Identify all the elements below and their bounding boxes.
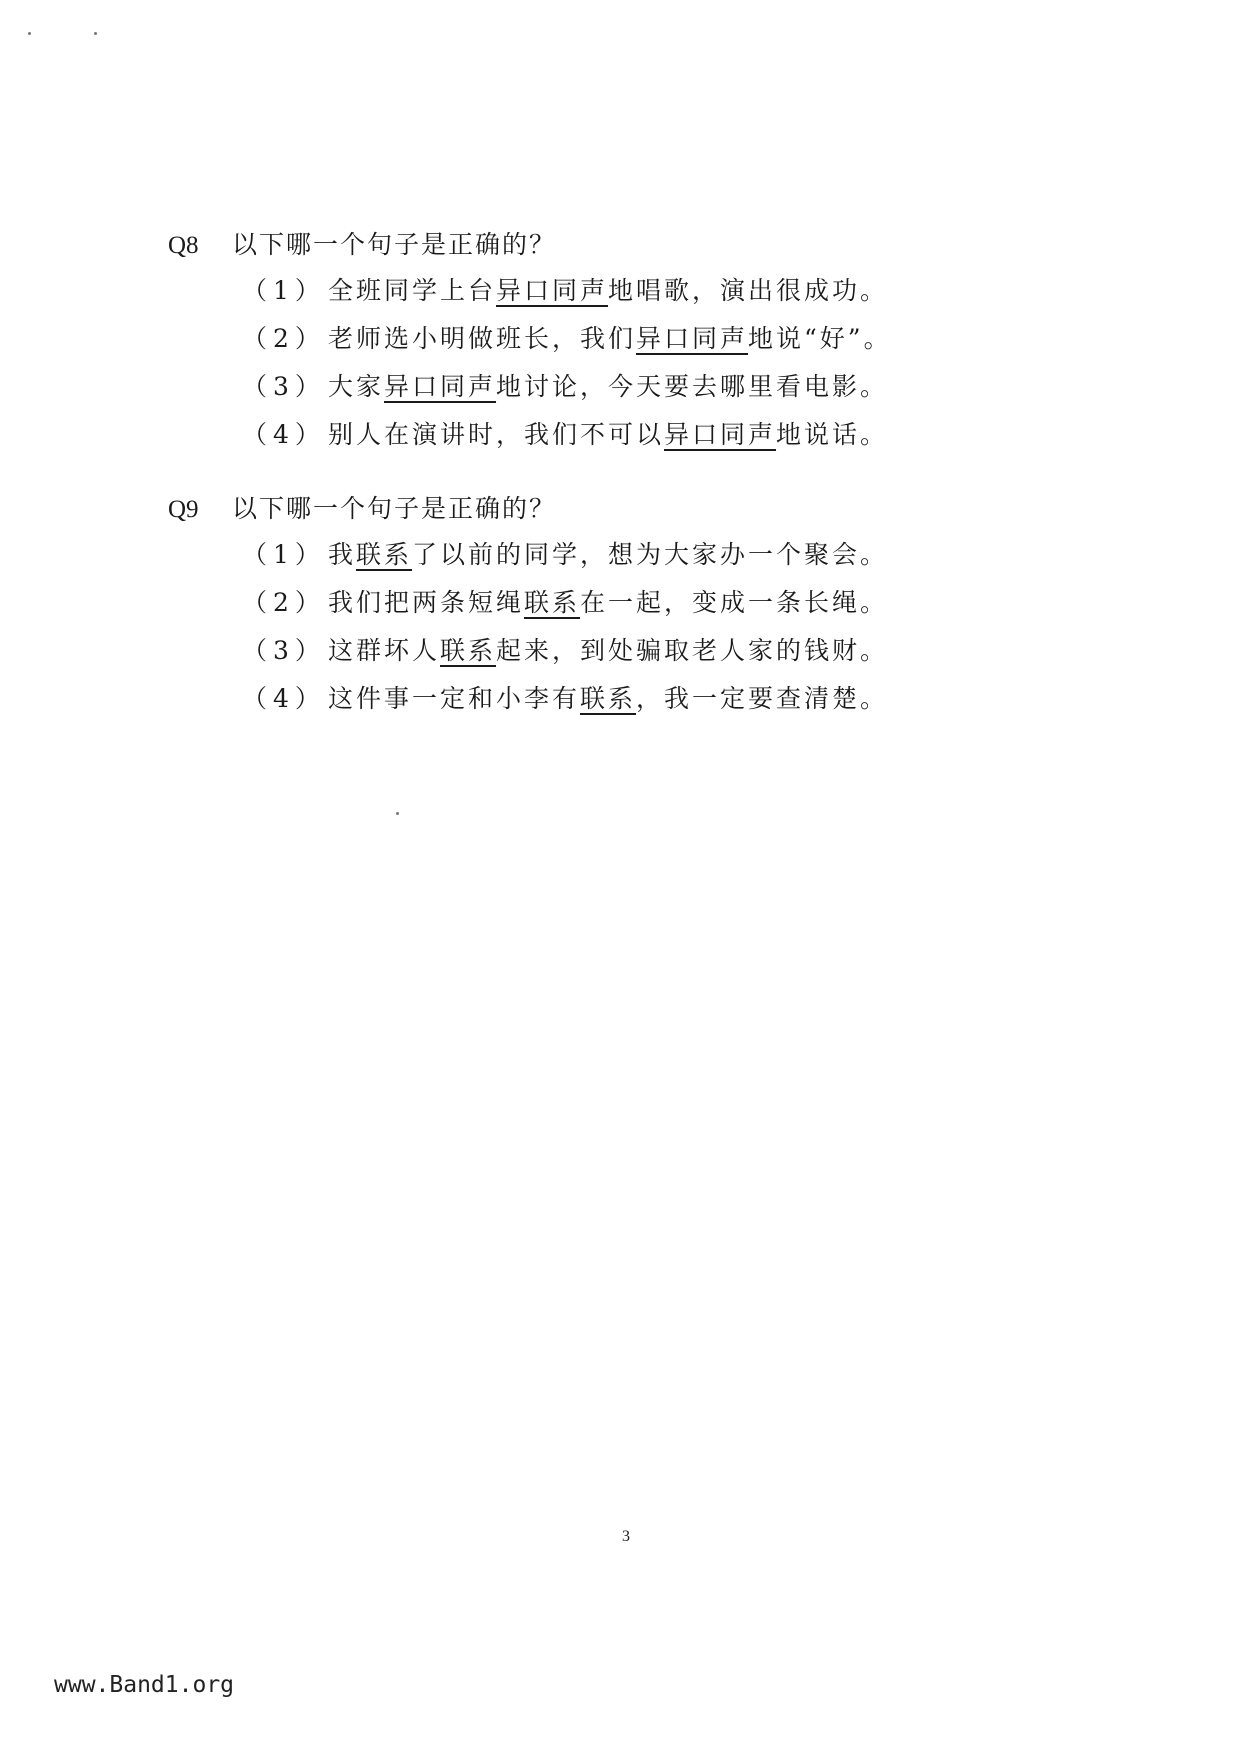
option-4[interactable] — [242, 682, 988, 730]
underlined-term: 联系 — [524, 588, 581, 617]
question-prompt: 以下哪一个句子是正确的？ — [232, 494, 557, 523]
underlined-term: 联系 — [356, 540, 413, 569]
option-text: 别人在演讲时，我们不可以异口同声地说话。 — [328, 420, 889, 449]
option-list — [242, 274, 988, 466]
option-list — [242, 538, 988, 730]
option-text: 大家异口同声地讨论，今天要去哪里看电影。 — [328, 372, 889, 401]
option-text: 这件事一定和小李有联系，我一定要查清楚。 — [328, 684, 889, 713]
question-label: Q9 — [168, 496, 199, 523]
option-3[interactable] — [242, 634, 988, 682]
option-2[interactable] — [242, 586, 988, 634]
option-text: 全班同学上台异口同声地唱歌，演出很成功。 — [328, 276, 889, 305]
option-number: （4） — [242, 684, 326, 713]
option-text: 这群坏人联系起来，到处骗取老人家的钱财。 — [328, 636, 889, 665]
question-header — [168, 228, 988, 262]
option-number: （2） — [242, 588, 326, 617]
option-number: （3） — [242, 636, 326, 665]
page-number: 3 — [622, 1528, 630, 1545]
question-8 — [168, 228, 988, 466]
option-number: （4） — [242, 420, 326, 449]
option-number: （3） — [242, 372, 326, 401]
option-number: （1） — [242, 276, 326, 305]
underlined-term: 异口同声 — [664, 420, 777, 449]
question-header — [168, 492, 988, 526]
scan-speck — [396, 812, 399, 815]
option-3[interactable] — [242, 370, 988, 418]
option-text: 我们把两条短绳联系在一起，变成一条长绳。 — [328, 588, 889, 617]
underlined-term: 联系 — [440, 636, 497, 665]
option-text: 我联系了以前的同学，想为大家办一个聚会。 — [328, 540, 889, 569]
option-number: （1） — [242, 540, 326, 569]
question-9 — [168, 492, 988, 730]
option-1[interactable] — [242, 274, 988, 322]
scan-speck — [28, 32, 31, 35]
scan-speck — [94, 32, 97, 35]
option-2[interactable] — [242, 322, 988, 370]
question-prompt: 以下哪一个句子是正确的？ — [232, 230, 557, 259]
underlined-term: 异口同声 — [636, 324, 749, 353]
option-number: （2） — [242, 324, 326, 353]
site-watermark: www.Band1.org — [54, 1672, 235, 1698]
question-label: Q8 — [168, 232, 199, 259]
underlined-term: 异口同声 — [384, 372, 497, 401]
option-4[interactable] — [242, 418, 988, 466]
underlined-term: 联系 — [580, 684, 637, 713]
underlined-term: 异口同声 — [496, 276, 609, 305]
option-1[interactable] — [242, 538, 988, 586]
option-text: 老师选小明做班长，我们异口同声地说“好”。 — [328, 324, 892, 353]
